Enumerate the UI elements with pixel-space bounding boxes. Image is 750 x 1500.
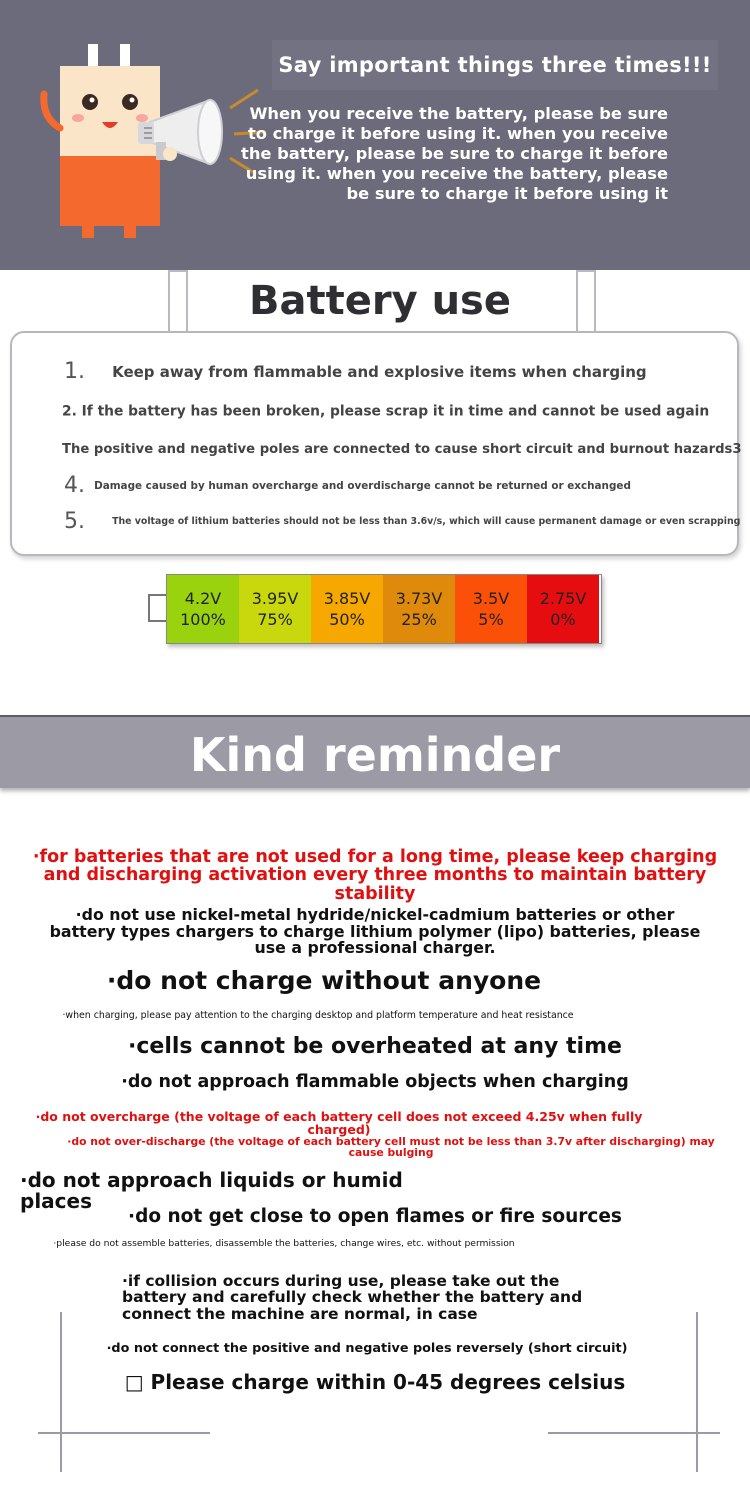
sign-post-right [576, 270, 596, 338]
reminder-item: ·do not charge without anyone [106, 966, 542, 995]
reminder-item: ·do not connect the positive and negative poles reversely (short circuit) [106, 1341, 628, 1356]
reminder-item: ·cells cannot be overheated at any time [128, 1034, 622, 1059]
charge-percent: 75% [257, 610, 293, 629]
rule-item [64, 473, 631, 498]
voltage-segment [167, 575, 239, 643]
voltage-value: 3.5V [472, 589, 510, 608]
reminder-item: ·when charging, please pay attention to the charging desktop and platform temperature and heat resistance [62, 1010, 574, 1021]
charge-percent: 50% [329, 610, 365, 629]
reminder-item: ·do not approach liquids or humid places [20, 1168, 403, 1213]
voltage-segment [311, 575, 383, 643]
rule-text: The positive and negative poles are connected to cause short circuit and burnout hazards3 [62, 442, 742, 457]
rule-number: 1. [64, 359, 85, 384]
rule-text: 2. If the battery has been broken, please scrap it in time and cannot be used again [62, 403, 710, 420]
rule-item [62, 401, 709, 420]
rule-number: 5. [64, 509, 85, 534]
rule-text: Damage caused by human overcharge and overdischarge cannot be returned or exchanged [94, 479, 631, 492]
reminder-item: ·do not get close to open flames or fire sources [128, 1206, 622, 1227]
reminder-item: ·do not use nickel-metal hydride/nickel-cadmium batteries or other battery types chargers to charge lithium polymer (lipo) batteries, please use a professional charger. [49, 905, 701, 958]
voltage-segment [527, 575, 599, 643]
battery-use-title: Battery use [249, 278, 511, 324]
rule-number: 4. [64, 473, 85, 498]
banner-title: Say important things three times!!! [272, 40, 718, 90]
reminder-item: ·if collision occurs during use, please take out the battery and carefully check whether the battery and connect the machine are normal, in case [122, 1272, 583, 1323]
rule-text: The voltage of lithium batteries should not be less than 3.6v/s, which will cause permanent damage or even scrapping [112, 516, 741, 527]
reminder-item: ·for batteries that are not used for a long time, please keep charging and discharging activation every three months to maintain battery stability [32, 847, 718, 904]
reminder-item: □ Please charge within 0-45 degrees celsius [124, 1370, 626, 1394]
battery-mascot-megaphone-icon [30, 38, 270, 248]
decor-line [60, 1312, 62, 1472]
sign-post-left [168, 270, 188, 338]
charge-percent: 0% [550, 610, 576, 629]
reminder-item: ·do not overcharge (the voltage of each battery cell does not exceed 4.25v when fully charged) [35, 1109, 643, 1138]
decor-line [696, 1312, 698, 1472]
decor-line [38, 1432, 210, 1434]
voltage-value: 4.2V [184, 589, 222, 608]
charge-percent: 5% [478, 610, 504, 629]
voltage-value: 3.73V [395, 589, 443, 608]
voltage-value: 3.85V [323, 589, 371, 608]
charge-percent: 25% [401, 610, 437, 629]
reminder-item: ·do not over-discharge (the voltage of each battery cell must not be less than 3.7v after discharging) may cause bulging [67, 1135, 715, 1160]
voltage-value: 3.95V [251, 589, 299, 608]
decor-line [548, 1432, 720, 1434]
rule-item [62, 439, 742, 458]
reminder-item: ·please do not assemble batteries, disassemble the batteries, change wires, etc. without permission [53, 1238, 515, 1249]
rule-item [64, 509, 740, 534]
voltage-level-bar [166, 574, 602, 644]
rule-text: Keep away from flammable and explosive items when charging [112, 362, 647, 381]
voltage-segment [239, 575, 311, 643]
banner-text: When you receive the battery, please be sure to charge it before using it. when you receive the battery, please be sure to charge it before using it. when you receive the battery, please be sure to charge it before using it [241, 104, 668, 203]
reminder-item: ·do not approach flammable objects when charging [121, 1072, 629, 1092]
rule-item [64, 359, 647, 384]
battery-rules-card [10, 331, 742, 556]
voltage-value: 2.75V [539, 589, 587, 608]
charge-percent: 100% [180, 610, 226, 629]
kind-reminder-title: Kind reminder [189, 728, 561, 782]
voltage-segment [383, 575, 455, 643]
voltage-segment [455, 575, 527, 643]
